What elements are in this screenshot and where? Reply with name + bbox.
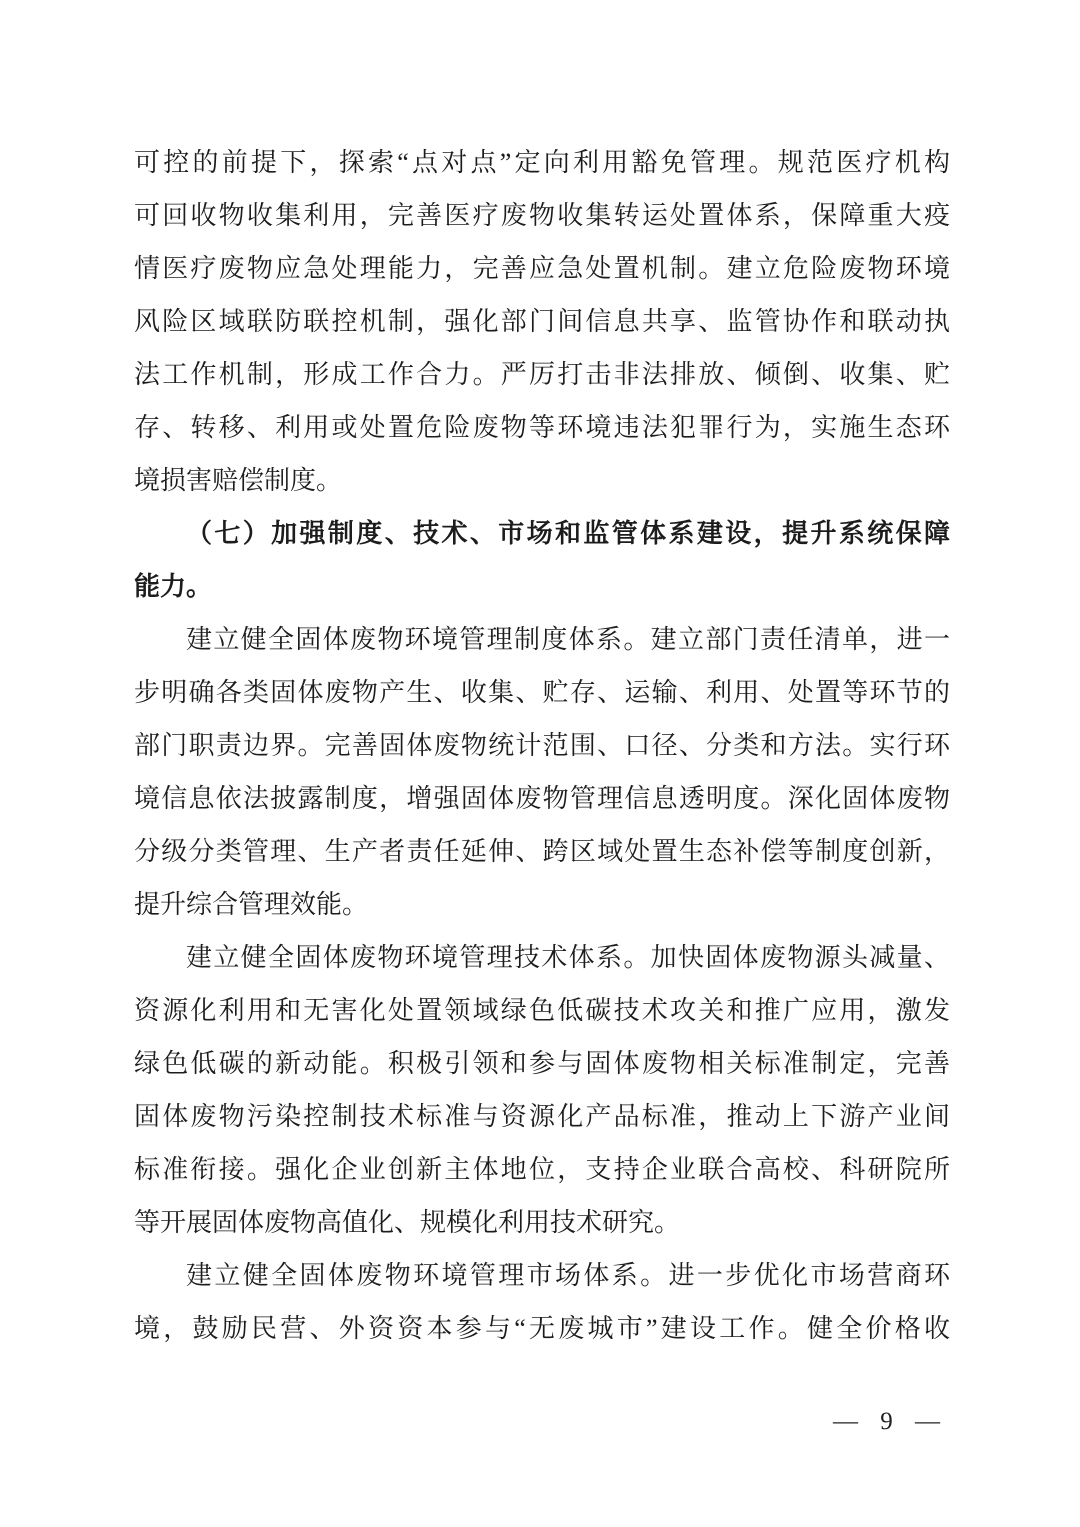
text-line: 建立健全固体废物环境管理技术体系。加快固体废物源头减量、 [186, 943, 950, 972]
section-heading [134, 507, 950, 613]
text-line: 境，鼓励民营、外资资本参与“无废城市”建设工作。健全价格收 [134, 1314, 950, 1343]
text-line: 风险区域联防联控机制，强化部门间信息共享、监管协作和联动执 [134, 307, 950, 336]
text-block [134, 136, 950, 1355]
text-line: 标准衔接。强化企业创新主体地位，支持企业联合高校、科研院所 [134, 1155, 950, 1184]
text-line: 境信息依法披露制度，增强固体废物管理信息透明度。深化固体废物 [134, 784, 950, 813]
text-line: 建立健全固体废物环境管理市场体系。进一步优化市场营商环 [186, 1261, 950, 1290]
text-line: 部门职责边界。完善固体废物统计范围、口径、分类和方法。实行环 [134, 731, 950, 760]
text-line: 绿色低碳的新动能。积极引领和参与固体废物相关标准制定，完善 [134, 1049, 950, 1078]
text-line: 可回收物收集利用，完善医疗废物收集转运处置体系，保障重大疫 [134, 201, 950, 230]
text-line: 步明确各类固体废物产生、收集、贮存、运输、利用、处置等环节的 [134, 678, 950, 707]
paragraph-institution-system [134, 613, 950, 931]
text-line: 情医疗废物应急处理能力，完善应急处置机制。建立危险废物环境 [134, 254, 950, 283]
heading-line: 能力。 [134, 571, 213, 601]
text-line: 固体废物污染控制技术标准与资源化产品标准，推动上下游产业间 [134, 1102, 950, 1131]
text-line: 建立健全固体废物环境管理制度体系。建立部门责任清单，进一 [186, 625, 950, 654]
text-line: 法工作机制，形成工作合力。严厉打击非法排放、倾倒、收集、贮 [134, 360, 950, 389]
paragraph-technology-system [134, 931, 950, 1249]
paragraph-continuation [134, 136, 950, 507]
text-line: 资源化利用和无害化处置领域绿色低碳技术攻关和推广应用，激发 [134, 996, 950, 1025]
paragraph-market-system [134, 1249, 950, 1355]
text-line: 可控的前提下，探索“点对点”定向利用豁免管理。规范医疗机构 [134, 148, 950, 177]
text-line: 境损害赔偿制度。 [134, 466, 343, 495]
text-line: 存、转移、利用或处置危险废物等环境违法犯罪行为，实施生态环 [134, 413, 950, 442]
page-number: — 9 — [833, 1408, 942, 1435]
text-line: 分级分类管理、生产者责任延伸、跨区域处置生态补偿等制度创新， [134, 837, 950, 866]
text-line: 提升综合管理效能。 [134, 890, 369, 919]
heading-line: （七）加强制度、技术、市场和监管体系建设，提升系统保障 [186, 518, 950, 548]
text-line: 等开展固体废物高值化、规模化利用技术研究。 [134, 1208, 681, 1237]
